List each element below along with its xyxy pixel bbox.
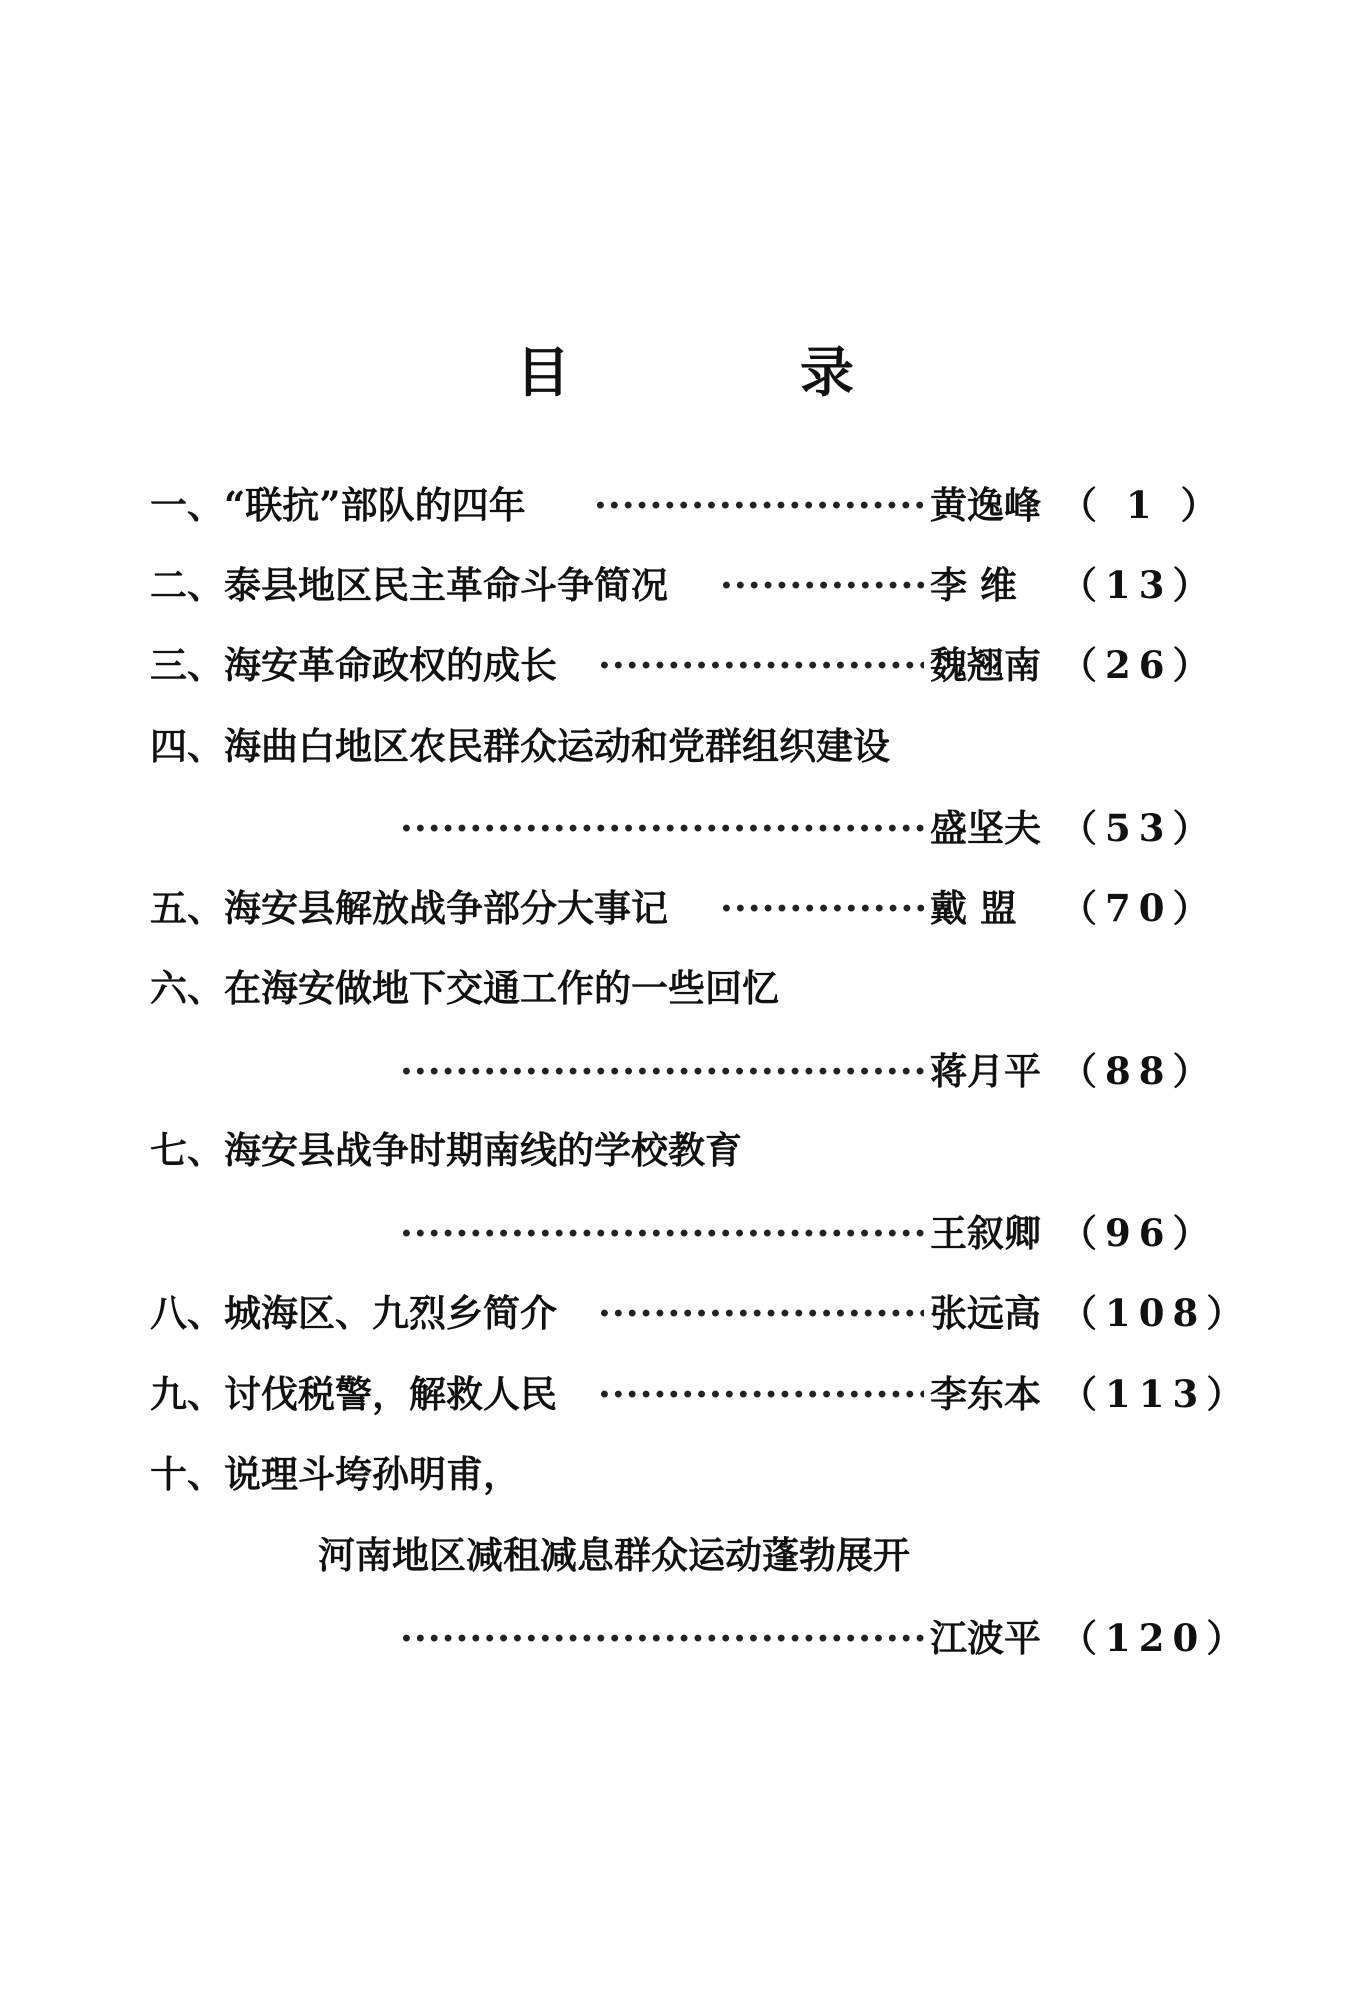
toc-entry-10-line-2[interactable] xyxy=(150,1527,1200,1583)
entry-author: 戴 盟 xyxy=(930,886,1017,930)
leader-dots xyxy=(720,557,924,613)
toc-entry-5[interactable] xyxy=(150,880,1218,936)
entry-page: （88） xyxy=(1060,1049,1218,1093)
entry-page: （120） xyxy=(1060,1616,1252,1660)
toc-entry-4-line-2[interactable] xyxy=(150,800,1218,856)
toc-entry-1[interactable] xyxy=(150,477,1226,533)
toc-entry-3[interactable] xyxy=(150,637,1218,693)
entry-page: （113） xyxy=(1060,1372,1252,1416)
leader-dots xyxy=(598,1285,924,1341)
entry-page: （96） xyxy=(1060,1211,1218,1255)
entry-author: 蒋月平 xyxy=(930,1049,1041,1093)
entry-author: 盛坚夫 xyxy=(930,806,1041,850)
leader-dots xyxy=(400,800,924,856)
entry-page: （13） xyxy=(1060,563,1218,607)
title-char-1: 目 xyxy=(516,340,570,404)
entry-page: （53） xyxy=(1060,806,1218,850)
toc-entry-10-line-1[interactable] xyxy=(150,1446,1200,1502)
toc-entry-6-line-2[interactable] xyxy=(150,1043,1218,1099)
entry-author: 江波平 xyxy=(930,1616,1041,1660)
toc-entry-10-line-3[interactable] xyxy=(150,1610,1252,1666)
toc-entry-9[interactable] xyxy=(150,1366,1252,1422)
toc-entry-7-line-1[interactable] xyxy=(150,1122,1200,1178)
entry-title: 十、说理斗垮孙明甫， xyxy=(150,1452,520,1496)
entry-title: 九、讨伐税警，解救人民 xyxy=(150,1372,557,1416)
entry-title: 五、海安县解放战争部分大事记 xyxy=(150,886,668,930)
leader-dots xyxy=(400,1610,924,1666)
entry-title: 七、海安县战争时期南线的学校教育 xyxy=(150,1128,742,1172)
leader-dots xyxy=(598,637,924,693)
entry-author: 张远高 xyxy=(930,1291,1041,1335)
entry-title: 三、海安革命政权的成长 xyxy=(150,643,557,687)
leader-dots xyxy=(400,1205,924,1261)
entry-page: （ 1 ） xyxy=(1060,483,1226,527)
entry-title: 六、在海安做地下交通工作的一些回忆 xyxy=(150,966,779,1010)
entry-title: 一、“联抗”部队的四年 xyxy=(150,483,526,527)
entry-author: 王叙卿 xyxy=(930,1211,1041,1255)
entry-author: 黄逸峰 xyxy=(930,483,1041,527)
leader-dots xyxy=(400,1043,924,1099)
toc-entry-7-line-2[interactable] xyxy=(150,1205,1218,1261)
leader-dots xyxy=(598,1366,924,1422)
entry-page: （26） xyxy=(1060,643,1218,687)
entry-author: 魏翘南 xyxy=(930,643,1041,687)
title-char-2: 录 xyxy=(800,340,854,404)
toc-entry-2[interactable] xyxy=(150,557,1218,613)
leader-dots xyxy=(720,880,924,936)
entry-page: （70） xyxy=(1060,886,1218,930)
toc-entry-6-line-1[interactable] xyxy=(150,960,1200,1016)
entry-page: （108） xyxy=(1060,1291,1252,1335)
entry-subtitle: 河南地区减租减息群众运动蓬勃展开 xyxy=(318,1533,910,1577)
page-title xyxy=(0,330,1370,407)
leader-dots xyxy=(594,477,924,533)
entry-title: 八、城海区、九烈乡简介 xyxy=(150,1291,557,1335)
toc-entry-4-line-1[interactable] xyxy=(150,718,1200,774)
entry-title: 二、泰县地区民主革命斗争简况 xyxy=(150,563,668,607)
toc-entry-8[interactable] xyxy=(150,1285,1252,1341)
entry-author: 李 维 xyxy=(930,563,1017,607)
entry-author: 李东本 xyxy=(930,1372,1041,1416)
entry-title: 四、海曲白地区农民群众运动和党群组织建设 xyxy=(150,724,890,768)
